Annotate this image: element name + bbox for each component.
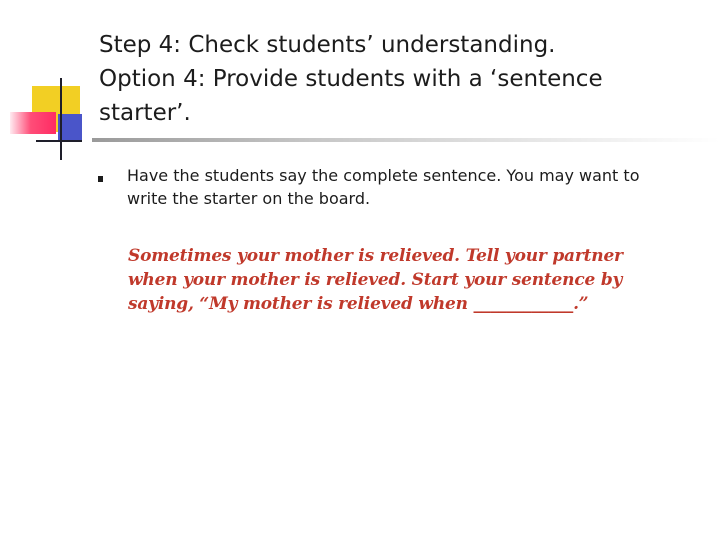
bullet-square-icon xyxy=(98,176,103,182)
example-line: when your mother is relieved. Start your sentence by xyxy=(128,270,623,290)
slide-title xyxy=(99,28,699,130)
example-sentence-starter xyxy=(128,244,718,316)
logo-red-bar xyxy=(10,112,56,134)
slide-title-line: Step 4: Check students’ understanding. xyxy=(99,32,556,58)
bullet-point xyxy=(127,164,717,210)
slide-title-line: starter’. xyxy=(99,100,191,126)
title-divider xyxy=(92,138,720,142)
bullet-point-line: write the starter on the board. xyxy=(127,189,371,208)
example-line: saying, “My mother is relieved when ____________.” xyxy=(128,294,589,314)
slide-title-line: Option 4: Provide students with a ‘sentence xyxy=(99,66,603,92)
example-line: Sometimes your mother is relieved. Tell your partner xyxy=(128,246,623,266)
logo-vertical-line xyxy=(60,78,62,160)
logo-horizontal-line xyxy=(36,140,82,142)
bullet-point-line: Have the students say the complete sentence. You may want to xyxy=(127,166,640,185)
